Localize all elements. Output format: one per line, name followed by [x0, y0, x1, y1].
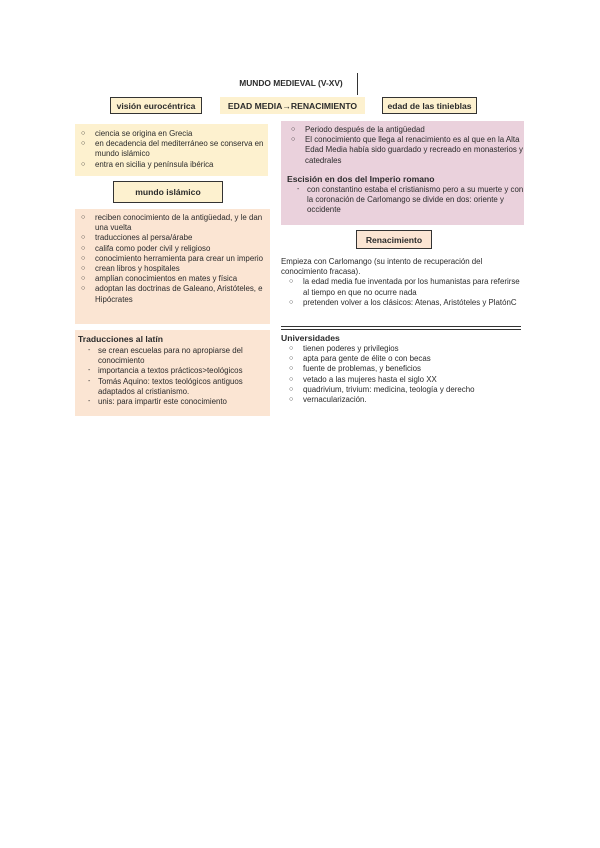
list-item: ○ crean libros y hospitales — [81, 264, 180, 274]
list-item: - importancia a textos prácticos>teológicos — [88, 366, 243, 376]
circle-bullet-icon: ○ — [81, 285, 86, 293]
circle-bullet-icon: ○ — [81, 265, 86, 273]
escision-list — [287, 185, 524, 216]
circle-bullet-icon: ○ — [81, 254, 86, 262]
list-item: - con constantino estaba el cristianismo pero a su muerte y con la coronación de Carlomango se divide en dos: oriente y occidente — [297, 184, 524, 215]
renacimiento-intro: Empieza con Carlomango (su intento de recuperación del conocimiento fracasa). — [281, 257, 483, 277]
circle-bullet-icon: ○ — [81, 275, 86, 283]
islamico-box — [75, 209, 270, 324]
circle-bullet-icon: ○ — [289, 298, 294, 306]
circle-bullet-icon: ○ — [289, 396, 294, 404]
title-divider — [357, 73, 358, 95]
renacimiento-list — [283, 277, 521, 308]
label-renacimiento: Renacimiento — [356, 230, 432, 249]
list-item: ○ fuente de problemas, y beneficios — [289, 364, 421, 374]
list-item: ○ amplían conocimientos en mates y física — [81, 274, 238, 284]
list-item: - unis: para impartir este conocimiento — [88, 397, 227, 407]
dash-bullet-icon: - — [88, 398, 91, 406]
traducciones-list — [78, 346, 270, 407]
list-item: ○ reciben conocimiento de la antigüedad, y le dan una vuelta — [81, 213, 263, 233]
label-vision-eurocentrica: visión eurocéntrica — [110, 97, 202, 114]
list-item: ○ tienen poderes y privilegios — [289, 344, 399, 353]
circle-bullet-icon: ○ — [81, 130, 86, 137]
list-item: ○ vetado a las mujeres hasta el siglo XX — [289, 374, 437, 384]
universidades-title: Universidades — [281, 333, 340, 343]
page-title: MUNDO MEDIEVAL (V-XV) — [239, 78, 343, 88]
list-item: ○ El conocimiento que llega al renacimiento es al que en la Alta Edad Media había sido guardado y recreado en monasterios y catedrales — [291, 135, 524, 165]
list-item: ○ pretenden volver a los clásicos: Atenas, Aristóteles y PlatónC — [289, 297, 517, 307]
circle-bullet-icon: ○ — [289, 365, 294, 373]
circle-bullet-icon: ○ — [289, 278, 294, 286]
circle-bullet-icon: ○ — [289, 375, 294, 383]
circle-bullet-icon: ○ — [81, 234, 86, 242]
label-mundo-islamico: mundo islámico — [113, 181, 223, 203]
circle-bullet-icon: ○ — [289, 345, 294, 352]
list-item: - Tomás Aquino: textos teológicos antiguos adaptados al cristianismo. — [88, 376, 243, 396]
section-divider — [281, 329, 521, 330]
traducciones-box — [75, 330, 270, 416]
renacimiento-section — [281, 257, 521, 308]
tinieblas-box — [281, 121, 524, 225]
circle-bullet-icon: ○ — [291, 126, 296, 133]
list-item: ○ quadrivium, trivium: medicina, teología y derecho — [289, 384, 475, 394]
list-item: ○ en decadencia del mediterráneo se conserva en mundo islámico — [81, 139, 264, 159]
list-item: ○ traducciones al persa/árabe — [81, 233, 193, 243]
list-item: ○ Periodo después de la antigüedad — [291, 125, 425, 134]
list-item: ○ califa como poder civil y religioso — [81, 243, 211, 253]
circle-bullet-icon: ○ — [291, 136, 296, 144]
grecia-box — [75, 124, 268, 176]
circle-bullet-icon: ○ — [289, 355, 294, 363]
universidades-section — [281, 333, 521, 405]
circle-bullet-icon: ○ — [289, 385, 294, 393]
list-item: ○ adoptan las doctrinas de Galeano, Aristóteles, e Hipócrates — [81, 284, 263, 304]
tinieblas-list — [285, 125, 524, 166]
dash-bullet-icon: - — [297, 185, 300, 193]
traducciones-title: Traducciones al latín — [78, 334, 164, 344]
list-item: ○ la edad media fue inventada por los humanistas para referirse al tiempo en que no ocurre nada — [289, 277, 520, 297]
islamico-list — [75, 213, 270, 305]
section-divider — [281, 326, 521, 327]
label-edad-tinieblas: edad de las tinieblas — [382, 97, 477, 114]
universidades-list — [283, 344, 521, 405]
dash-bullet-icon: - — [88, 377, 91, 385]
dash-bullet-icon: - — [88, 347, 91, 354]
list-item: - se crean escuelas para no apropiarse del conocimiento — [88, 346, 243, 366]
list-item: ○ vernacularización. — [289, 395, 367, 405]
circle-bullet-icon: ○ — [81, 244, 86, 252]
circle-bullet-icon: ○ — [81, 160, 86, 168]
circle-bullet-icon: ○ — [81, 214, 86, 221]
label-edad-media-renacimiento: EDAD MEDIA→RENACIMIENTO — [220, 97, 365, 114]
list-item: ○ ciencia se origina en Grecia — [81, 129, 193, 138]
list-item: ○ apta para gente de élite o con becas — [289, 354, 431, 364]
escision-title: Escisión en dos del Imperio romano — [287, 173, 435, 184]
list-item: ○ conocimiento herramienta para crear un imperio — [81, 253, 263, 263]
circle-bullet-icon: ○ — [81, 140, 86, 148]
dash-bullet-icon: - — [88, 367, 91, 375]
grecia-list — [75, 129, 268, 170]
list-item: ○ entra en sicilia y península ibérica — [81, 159, 214, 169]
